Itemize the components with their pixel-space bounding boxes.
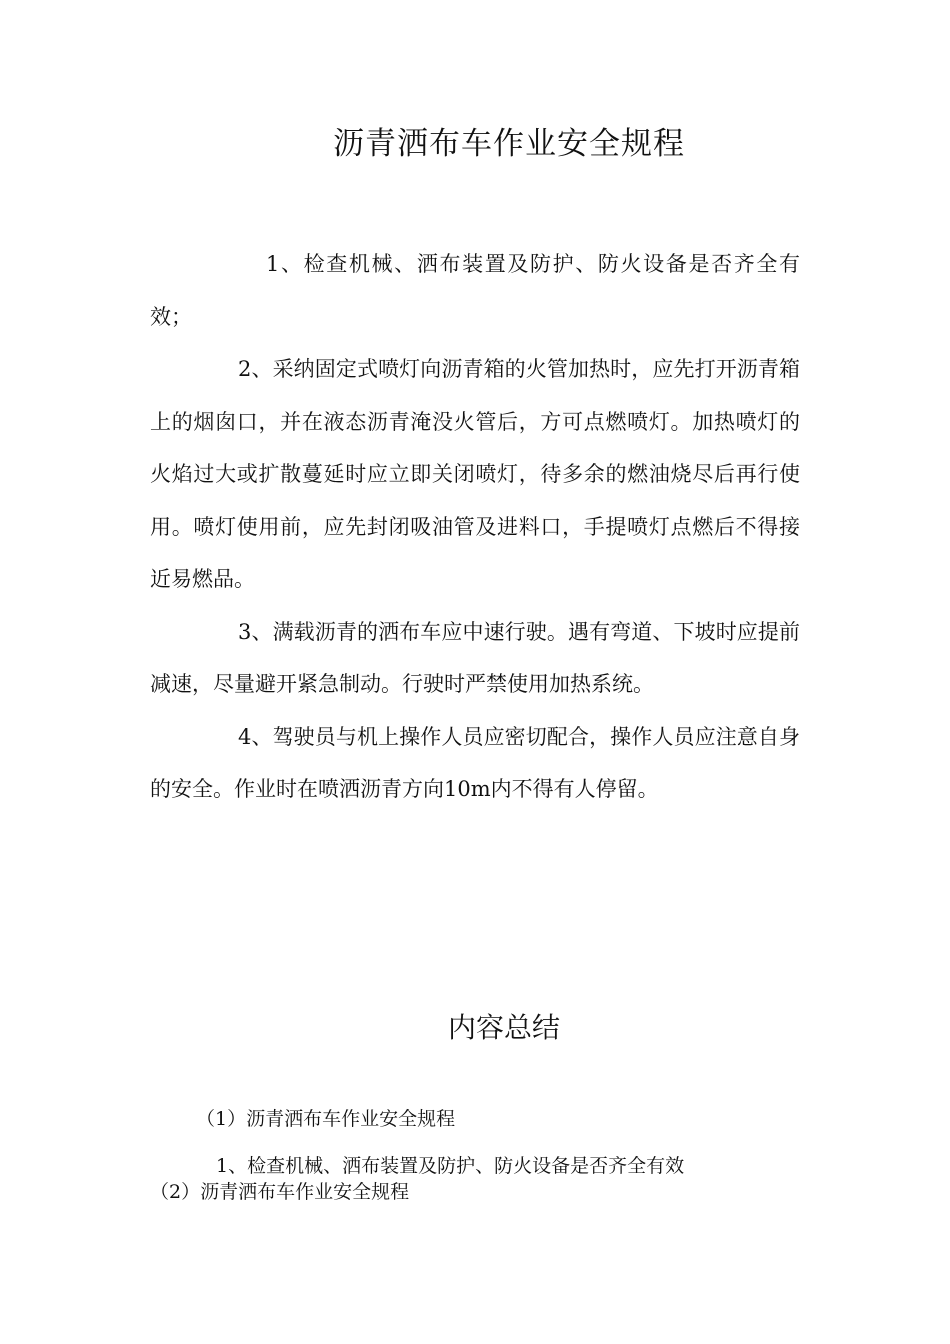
- summary-line-1: （1）沥青洒布车作业安全规程: [196, 1108, 456, 1130]
- paragraph-4: 4、驾驶员与机上操作人员应密切配合，操作人员应注意自身的安全。作业时在喷洒沥青方向10m内不得有人停留。: [150, 724, 800, 801]
- document-body: [150, 238, 800, 816]
- paragraph-1: 1、检查机械、洒布装置及防护、防火设备是否齐全有效；: [150, 252, 800, 329]
- summary-line-2: 1、检查机械、洒布装置及防护、防火设备是否齐全有效: [216, 1155, 685, 1177]
- paragraph-3: 3、满载沥青的洒布车应中速行驶。遇有弯道、下坡时应提前减速，尽量避开紧急制动。行驶时严禁使用加热系统。: [150, 619, 800, 696]
- document-title: 沥青洒布车作业安全规程: [333, 126, 685, 162]
- summary-line-3: （2）沥青洒布车作业安全规程: [150, 1181, 410, 1203]
- summary-title: 内容总结: [447, 1011, 560, 1044]
- paragraph-2: 2、采纳固定式喷灯向沥青箱的火管加热时，应先打开沥青箱上的烟囱口，并在液态沥青淹没火管后，方可点燃喷灯。加热喷灯的火焰过大或扩散蔓延时应立即关闭喷灯，待多余的燃油烧尽后再行使用。喷灯使用前，应先封闭吸油管及进料口，手提喷灯点燃后不得接近易燃品。: [150, 357, 800, 591]
